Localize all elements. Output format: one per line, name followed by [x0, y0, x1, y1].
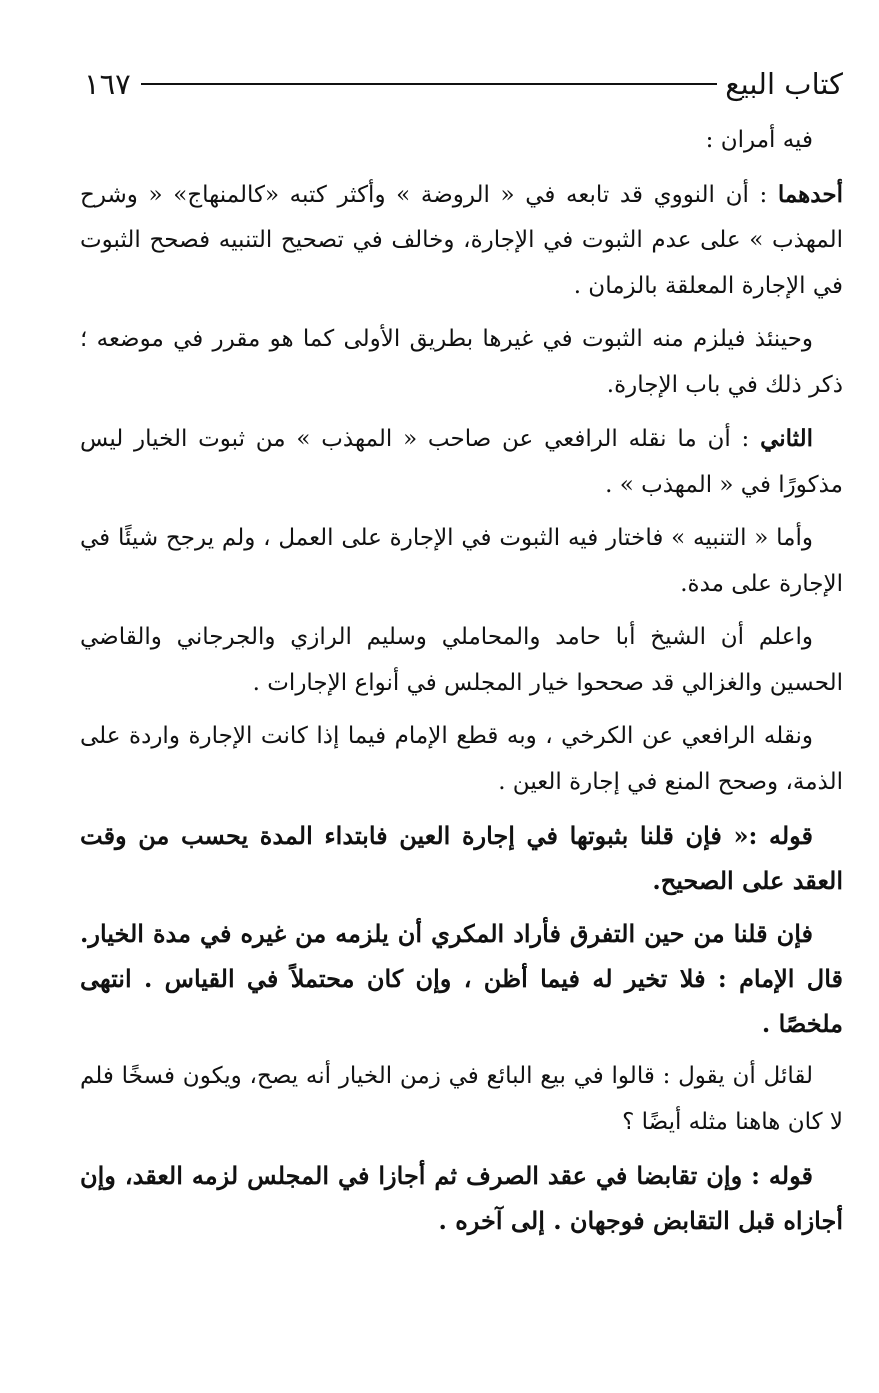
quoted-passage	[80, 911, 843, 1046]
paragraph-text: : أن النووي قد تابعه في « الروضة » وأكثر كتبه «كالمنهاج» « وشرح المهذب » على عدم الثبوت في الإجارة، وخالف في تصحيح التنبيه فصحح الثبوت في الإجارة المعلقة بالزمان .	[80, 181, 843, 299]
paragraph-text: قوله : وإن تقابضا في عقد الصرف ثم أجازا في المجلس لزمه العقد، وإن أجازاه قبل التقابض فوجهان . إلى آخره .	[80, 1161, 843, 1235]
paragraph-text: لقائل أن يقول : قالوا في بيع البائع في زمن الخيار أنه يصح، ويكون فسخًا فلم لا كان هاهنا مثله أيضًا ؟	[80, 1063, 843, 1135]
quoted-passage	[80, 1153, 843, 1243]
paragraph	[80, 416, 843, 508]
paragraph	[80, 118, 843, 164]
paragraph-lead: الثاني	[760, 425, 813, 452]
paragraph-text: وحينئذ فيلزم منه الثبوت في غيرها بطريق الأولى كما هو مقرر في موضعه ؛ ذكر ذلك في باب الإجارة.	[80, 326, 843, 398]
paragraph	[80, 317, 843, 408]
header-rule	[141, 83, 718, 85]
paragraph-text: فيه أمران :	[705, 127, 813, 153]
quoted-passage	[80, 813, 843, 903]
paragraph-lead: أحدهما	[777, 180, 843, 208]
paragraph-text: قوله :« فإن قلنا بثبوتها في إجارة العين فابتداء المدة يحسب من وقت العقد على الصحيح.	[80, 821, 843, 895]
paragraph	[80, 714, 843, 805]
page-header	[84, 58, 843, 110]
paragraph	[80, 615, 843, 706]
paragraph	[80, 172, 843, 310]
page-number: ١٦٧	[84, 67, 131, 101]
paragraph-text: ونقله الرافعي عن الكرخي ، وبه قطع الإمام فيما إذا كانت الإجارة واردة على الذمة، وصحح المنع في إجارة العين .	[80, 723, 843, 795]
paragraph	[80, 1054, 843, 1145]
paragraph-text: واعلم أن الشيخ أبا حامد والمحاملي وسليم الرازي والجرجاني والقاضي الحسين والغزالي قد صححوا خيار المجلس في أنواع الإجارات .	[80, 624, 843, 696]
paragraph-text: : أن ما نقله الرافعي عن صاحب « المهذب » من ثبوت الخيار ليس مذكورًا في « المهذب » .	[80, 426, 843, 498]
running-title: كتاب البيع	[725, 67, 843, 101]
page-body	[80, 118, 843, 1251]
paragraph-text: فإن قلنا من حين التفرق فأراد المكري أن يلزمه من غيره في مدة الخيار. قال الإمام : فلا تخير له فيما أظن ، وإن كان محتملاً في القياس . انتهى ملخصًا .	[80, 919, 843, 1038]
paragraph-text: وأما « التنبيه » فاختار فيه الثبوت في الإجارة على العمل ، ولم يرجح شيئًا في الإجارة على مدة.	[80, 525, 843, 597]
paragraph	[80, 516, 843, 607]
